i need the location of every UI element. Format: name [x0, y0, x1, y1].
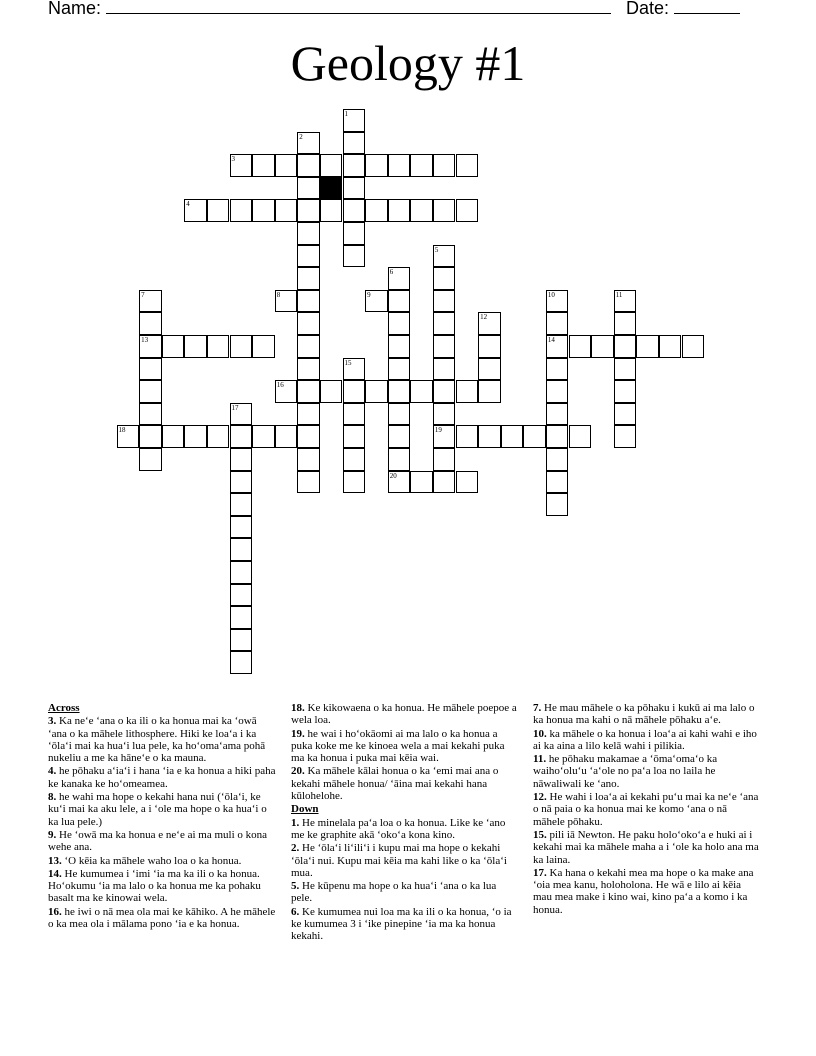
- clue-item: [48, 868, 276, 905]
- grid-cell[interactable]: [297, 312, 320, 335]
- clue-item-number: 1.: [291, 816, 300, 829]
- clue-number: 3: [231, 155, 235, 164]
- grid-cell[interactable]: [365, 290, 388, 313]
- grid-cell[interactable]: [297, 335, 320, 358]
- grid-cell[interactable]: [614, 312, 637, 335]
- clue-item: [48, 855, 276, 867]
- grid-cell[interactable]: [252, 425, 275, 448]
- grid-cell[interactable]: [388, 380, 411, 403]
- clue-item-number: 2.: [291, 842, 300, 855]
- clue-item-text: Ka māhele kālai honua o ka ʻemi mai ana o kekahi māhele honua/ ʻāina mai kekahi hana kūlohelohe.: [291, 765, 499, 803]
- grid-cell[interactable]: [139, 403, 162, 426]
- clue-item-number: 14.: [48, 867, 62, 880]
- grid-cell[interactable]: [343, 199, 366, 222]
- grid-cell[interactable]: [343, 222, 366, 245]
- grid-cell[interactable]: [546, 471, 569, 494]
- grid-cell[interactable]: [388, 403, 411, 426]
- clue-item-text: He ʻōlaʻi liʻiliʻi i kupu mai ma hope o kekahi ʻōlaʻi nui. Kupu mai kēia ma kahi like o ka ʻōlaʻi mua.: [291, 842, 507, 879]
- grid-cell[interactable]: [433, 290, 456, 313]
- grid-cell[interactable]: [433, 358, 456, 381]
- grid-cell[interactable]: [275, 380, 298, 403]
- grid-cell[interactable]: [343, 425, 366, 448]
- grid-cell[interactable]: [523, 425, 546, 448]
- grid-cell[interactable]: [433, 199, 456, 222]
- grid-cell[interactable]: [297, 245, 320, 268]
- clue-item: [533, 829, 761, 866]
- clue-number: 17: [231, 403, 239, 412]
- grid-cell[interactable]: [139, 290, 162, 313]
- clue-item-number: 13.: [48, 854, 62, 867]
- grid-cell[interactable]: [433, 380, 456, 403]
- grid-cell[interactable]: [433, 154, 456, 177]
- grid-cell[interactable]: [433, 245, 456, 268]
- grid-cell[interactable]: [410, 154, 433, 177]
- clue-item-text: He ʻowā ma ka honua e neʻe ai ma muli o kona wehe ana.: [48, 828, 268, 854]
- grid-cell[interactable]: [388, 425, 411, 448]
- clue-item: [291, 702, 519, 727]
- grid-cell[interactable]: [297, 425, 320, 448]
- grid-cell[interactable]: [184, 199, 207, 222]
- grid-cell[interactable]: [297, 380, 320, 403]
- grid-cell[interactable]: [297, 471, 320, 494]
- grid-cell[interactable]: [297, 154, 320, 177]
- clue-item-text: he wai i hoʻokāomi ai ma lalo o ka honua a puka koke me ke kinoea wela a mai kekahi puka ma ka honua i puka mai kēia wai.: [291, 727, 505, 765]
- clue-number: 5: [434, 245, 439, 254]
- clue-number: 19: [434, 426, 442, 435]
- grid-cell[interactable]: [365, 154, 388, 177]
- grid-cell[interactable]: [388, 290, 411, 313]
- grid-cell[interactable]: [546, 358, 569, 381]
- grid-cell[interactable]: [230, 335, 253, 358]
- clue-heading: Across: [48, 702, 80, 714]
- grid-cell[interactable]: [388, 335, 411, 358]
- grid-cell[interactable]: [162, 335, 185, 358]
- clue-number: 7: [141, 290, 145, 299]
- grid-cell[interactable]: [388, 154, 411, 177]
- grid-cell[interactable]: [478, 380, 501, 403]
- grid-cell[interactable]: [297, 403, 320, 426]
- clue-number: 1: [344, 110, 348, 118]
- grid-cell[interactable]: [230, 199, 253, 222]
- grid-cell[interactable]: [501, 425, 524, 448]
- grid-cell[interactable]: [343, 245, 366, 268]
- clue-number: 8: [276, 290, 281, 299]
- clue-item-text: pili iā Newton. He paku holoʻokoʻa e huki ai i kekahi mai ka māhele maha a i ʻole ka holo ana ma ka laina.: [533, 828, 759, 866]
- clue-number: 6: [389, 268, 394, 277]
- clue-item-number: 10.: [533, 727, 547, 740]
- grid-cell[interactable]: [614, 425, 637, 448]
- grid-cell[interactable]: [162, 425, 185, 448]
- clue-number: 18: [118, 426, 126, 435]
- clue-item-number: 19.: [291, 727, 305, 740]
- grid-cell[interactable]: [365, 380, 388, 403]
- grid-cell[interactable]: [139, 425, 162, 448]
- grid-cell[interactable]: [546, 403, 569, 426]
- grid-cell[interactable]: [252, 154, 275, 177]
- clue-item-number: 18.: [291, 702, 305, 714]
- clue-number: 15: [344, 358, 352, 367]
- grid-cell[interactable]: [456, 425, 479, 448]
- grid-cell[interactable]: [230, 471, 253, 494]
- clue-item-number: 17.: [533, 866, 547, 879]
- grid-cell[interactable]: [546, 290, 569, 313]
- grid-cell[interactable]: [139, 448, 162, 471]
- clue-item: [291, 765, 519, 802]
- grid-cell[interactable]: [456, 154, 479, 177]
- grid-cell[interactable]: [297, 199, 320, 222]
- grid-cell[interactable]: [230, 606, 253, 629]
- black-square: [320, 177, 343, 200]
- grid-cell[interactable]: [297, 132, 320, 155]
- clue-item-text: he iwi o nā mea ola mai ke kāhiko. A he māhele o ka mea ola i mālama pono ʻia e ka honua.: [48, 905, 276, 931]
- grid-cell[interactable]: [230, 425, 253, 448]
- grid-cell[interactable]: [433, 471, 456, 494]
- grid-cell[interactable]: [546, 425, 569, 448]
- clue-number: 16: [276, 381, 284, 390]
- grid-cell[interactable]: [320, 154, 343, 177]
- clue-item: [533, 702, 761, 727]
- clue-number: 10: [547, 290, 555, 299]
- grid-cell[interactable]: [297, 177, 320, 200]
- grid-cell[interactable]: [230, 629, 253, 652]
- grid-cell[interactable]: [546, 380, 569, 403]
- grid-cell[interactable]: [139, 312, 162, 335]
- grid-cell[interactable]: [388, 312, 411, 335]
- grid-cell[interactable]: [275, 199, 298, 222]
- clue-number: 13: [141, 336, 149, 344]
- clue-item-number: 6.: [291, 905, 300, 918]
- clue-number: 4: [186, 200, 190, 209]
- clue-number: 14: [547, 336, 555, 344]
- clue-item-number: 16.: [48, 905, 62, 918]
- grid-cell[interactable]: [388, 471, 411, 494]
- grid-cell[interactable]: [297, 448, 320, 471]
- grid-cell[interactable]: [433, 312, 456, 335]
- grid-cell[interactable]: [456, 471, 479, 494]
- clue-item-number: 7.: [533, 702, 542, 714]
- grid-cell[interactable]: [230, 538, 253, 561]
- grid-cell[interactable]: [184, 335, 207, 358]
- grid-cell[interactable]: [478, 425, 501, 448]
- grid-cell[interactable]: [297, 222, 320, 245]
- clues-column-1: [48, 702, 276, 931]
- clue-item-number: 9.: [48, 828, 57, 841]
- grid-cell[interactable]: [207, 425, 230, 448]
- grid-cell[interactable]: [569, 335, 592, 358]
- grid-cell[interactable]: [230, 651, 253, 674]
- clue-item-text: Ke kikowaena o ka honua. He māhele poepoe a wela loa.: [291, 702, 517, 727]
- grid-cell[interactable]: [410, 471, 433, 494]
- grid-cell[interactable]: [614, 358, 637, 381]
- clue-item-number: 5.: [291, 880, 300, 893]
- clue-item-text: he wahi ma hope o kekahi hana nui (ʻōlaʻi, ke kuʻi mai ka aku lele, a i ʻole ma hope o ka huaʻi o ka lua pele.): [48, 791, 267, 828]
- grid-cell[interactable]: [410, 380, 433, 403]
- clue-item-text: he pōhaku aʻiaʻi i hana ʻia e ka honua a hiki paha ke kanaka ke hoʻomeamea.: [48, 765, 276, 790]
- grid-cell[interactable]: [388, 267, 411, 290]
- clue-number: 9: [367, 290, 371, 299]
- grid-cell[interactable]: [207, 199, 230, 222]
- grid-cell[interactable]: [139, 335, 162, 358]
- grid-cell[interactable]: [320, 199, 343, 222]
- grid-cell[interactable]: [388, 448, 411, 471]
- grid-cell[interactable]: [614, 380, 637, 403]
- clues-column-2: [291, 702, 519, 944]
- clue-number: 20: [389, 471, 397, 480]
- grid-cell[interactable]: [546, 335, 569, 358]
- grid-cell[interactable]: [569, 425, 592, 448]
- grid-cell[interactable]: [546, 493, 569, 516]
- name-label: Name:: [48, 0, 102, 18]
- grid-cell[interactable]: [388, 199, 411, 222]
- clue-item-text: He kūpenu ma hope o ka huaʻi ʻana o ka lua pele.: [291, 880, 497, 905]
- clue-item: [48, 829, 276, 854]
- grid-cell[interactable]: [230, 584, 253, 607]
- clue-number: 11: [615, 290, 623, 299]
- clue-item-text: ka māhele o ka honua i loaʻa ai kahi wahi e iho ai ka aina a lilo kelā wahi i pilikia.: [533, 727, 757, 752]
- clue-item: [533, 753, 761, 790]
- clue-item: [533, 867, 761, 916]
- clue-item-text: He wahi i loaʻa ai kekahi puʻu mai ka neʻe ʻana o nā paia o ka honua mai ke komo ʻana o nā māhele pōhaku.: [533, 791, 759, 828]
- grid-cell[interactable]: [456, 199, 479, 222]
- clue-item: [533, 791, 761, 828]
- grid-cell[interactable]: [275, 290, 298, 313]
- grid-cell[interactable]: [252, 335, 275, 358]
- grid-cell[interactable]: [230, 154, 253, 177]
- grid-cell[interactable]: [636, 335, 659, 358]
- clues-column-3: [533, 702, 761, 917]
- grid-cell[interactable]: [297, 358, 320, 381]
- clue-item-text: Ka hana o kekahi mea ma hope o ka make ana ʻoia mea kanu, holoholona. He wā e lilo ai kēia mau mea make i kino wai, kino paʻa a komo i ka honua.: [533, 866, 754, 916]
- clue-item-number: 15.: [533, 828, 547, 841]
- grid-cell[interactable]: [478, 358, 501, 381]
- grid-cell[interactable]: [410, 199, 433, 222]
- grid-cell[interactable]: [207, 335, 230, 358]
- grid-cell[interactable]: [343, 358, 366, 381]
- clue-item-number: 20.: [291, 765, 305, 778]
- clue-item: [48, 791, 276, 828]
- clue-number: 12: [480, 313, 488, 322]
- grid-cell[interactable]: [591, 335, 614, 358]
- grid-cell[interactable]: [343, 154, 366, 177]
- clue-item: [291, 817, 519, 842]
- clue-item-number: 3.: [48, 715, 57, 728]
- grid-cell[interactable]: [343, 109, 366, 132]
- grid-cell[interactable]: [117, 425, 140, 448]
- grid-cell[interactable]: [297, 267, 320, 290]
- clue-item-text: he pōhaku makamae a ʻōmaʻomaʻo ka waihoʻoluʻu ʻaʻole no paʻa loa no laila he nāwaliwali ke ʻano.: [533, 753, 718, 790]
- grid-cell[interactable]: [343, 471, 366, 494]
- grid-cell[interactable]: [184, 425, 207, 448]
- grid-cell[interactable]: [297, 290, 320, 313]
- date-label: Date:: [626, 0, 670, 18]
- grid-cell[interactable]: [546, 448, 569, 471]
- grid-cell[interactable]: [433, 425, 456, 448]
- grid-cell[interactable]: [433, 267, 456, 290]
- clue-item-text: He mau māhele o ka pōhaku i kukū ai ma lalo o ka honua ma kahi o nā māhele pōhaku aʻe.: [533, 702, 755, 727]
- grid-cell[interactable]: [252, 199, 275, 222]
- clue-number: 2: [299, 132, 303, 141]
- grid-cell[interactable]: [478, 335, 501, 358]
- grid-cell[interactable]: [343, 177, 366, 200]
- grid-cell[interactable]: [478, 312, 501, 335]
- grid-cell[interactable]: [659, 335, 682, 358]
- clue-item-number: 12.: [533, 791, 547, 804]
- grid-cell[interactable]: [275, 425, 298, 448]
- grid-cell[interactable]: [614, 335, 637, 358]
- clue-item-text: Ke kumumea nui loa ma ka ili o ka honua, ʻo ia ke kumumea 3 i ʻike pinepine ʻia ma ka honua kekahi.: [291, 905, 512, 943]
- grid-cell[interactable]: [343, 132, 366, 155]
- clue-item: [48, 715, 276, 764]
- clue-item-number: 8.: [48, 791, 57, 804]
- grid-cell[interactable]: [230, 493, 253, 516]
- grid-cell[interactable]: [230, 561, 253, 584]
- grid-cell[interactable]: [433, 448, 456, 471]
- clue-item-text: Ka neʻe ʻana o ka ili o ka honua mai ka ʻowā ʻana o ka māhele lithosphere. Hiki ke loaʻa i ka ʻōlaʻi mai ka huaʻi lua pele, ka hoʻomaʻama pohā nukeliu a me ka hāneʻe o ka mauna.: [48, 715, 266, 765]
- grid-cell[interactable]: [388, 358, 411, 381]
- clue-item: [291, 842, 519, 879]
- grid-cell[interactable]: [139, 380, 162, 403]
- grid-cell[interactable]: [365, 199, 388, 222]
- clue-heading: Down: [291, 803, 319, 816]
- grid-cell[interactable]: [343, 380, 366, 403]
- page-title: Geology #1: [290, 35, 526, 91]
- grid-cell[interactable]: [343, 403, 366, 426]
- grid-cell[interactable]: [614, 403, 637, 426]
- grid-cell[interactable]: [230, 448, 253, 471]
- clue-item: [291, 906, 519, 943]
- grid-cell[interactable]: [433, 335, 456, 358]
- clue-item: [48, 765, 276, 790]
- grid-cell[interactable]: [682, 335, 705, 358]
- clue-item-text: ʻO kēia ka māhele waho loa o ka honua.: [61, 854, 242, 867]
- grid-cell[interactable]: [456, 380, 479, 403]
- grid-cell[interactable]: [275, 154, 298, 177]
- clue-item-text: He kumumea i ʻimi ʻia ma ka ili o ka honua. Hoʻokumu ʻia ma lalo o ka honua me ka pohaku basalt ma ke kinowai wela.: [48, 867, 261, 905]
- clue-item: [533, 728, 761, 753]
- clue-item-number: 4.: [48, 765, 57, 778]
- grid-cell[interactable]: [614, 290, 637, 313]
- grid-cell[interactable]: [230, 516, 253, 539]
- clue-item: [48, 906, 276, 931]
- clue-item: [291, 728, 519, 765]
- grid-cell[interactable]: [546, 312, 569, 335]
- grid-cell[interactable]: [230, 403, 253, 426]
- grid-cell[interactable]: [139, 358, 162, 381]
- grid-cell[interactable]: [433, 403, 456, 426]
- clue-item-text: He minelala paʻa loa o ka honua. Like ke ʻano me ke graphite akā ʻokoʻa kona kino.: [291, 816, 506, 841]
- clue-item: [291, 880, 519, 905]
- clue-item-number: 11.: [533, 753, 547, 766]
- grid-cell[interactable]: [320, 380, 343, 403]
- grid-cell[interactable]: [343, 448, 366, 471]
